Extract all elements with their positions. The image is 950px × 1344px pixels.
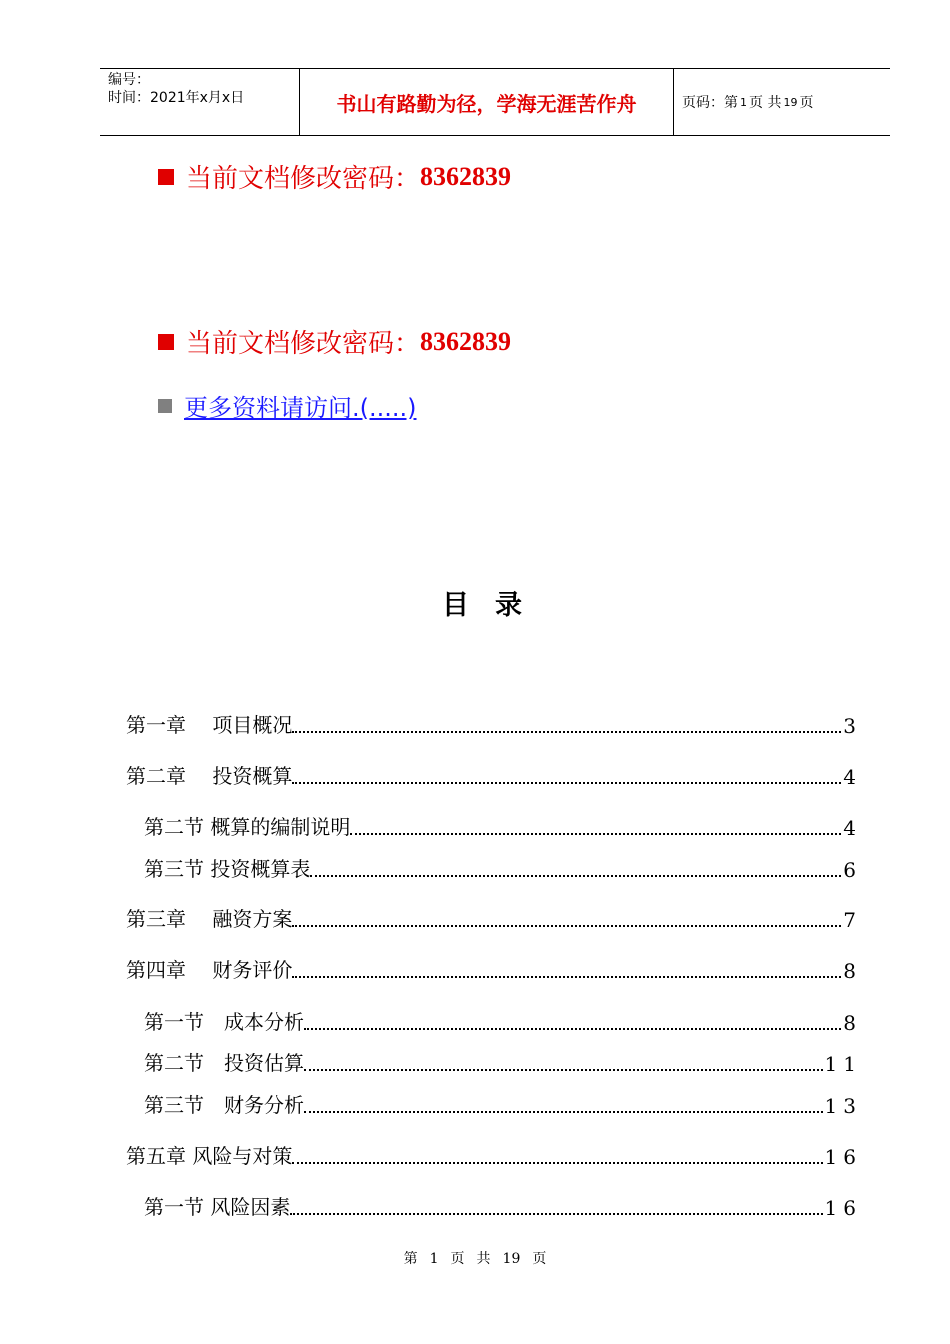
red-square-bullet-icon [158,169,174,185]
more-resources-link[interactable]: 更多资料请访问.(.....) [184,394,417,422]
toc-leader-dots [304,1068,823,1071]
password-line [158,323,511,360]
gray-square-bullet-icon [158,399,172,413]
page-footer [0,1248,950,1268]
toc-entry-label: 第三节 投资概算表 [144,857,311,881]
toc-entry[interactable] [126,906,862,932]
page-mid: 页 共 [749,95,782,111]
toc-entry-page: 4 [843,765,862,789]
toc-entry-page: 16 [824,1196,862,1220]
page-header [100,68,890,136]
toc-entry-label: 第二章 投资概算 [126,764,293,788]
toc-entry-page: 7 [843,908,862,932]
password-code: 8362839 [420,161,512,191]
toc-leader-dots [350,832,841,835]
toc-leader-dots [304,1027,841,1030]
toc-entry-label: 第一章 项目概况 [126,713,293,737]
page-total: 19 [783,95,798,109]
page-suffix: 页 [799,95,814,111]
header-page-info [674,69,890,135]
toc-entry-label: 第三节 财务分析 [144,1093,304,1117]
toc-entry[interactable] [126,763,862,789]
password-code: 8362839 [420,326,512,356]
toc-entry[interactable] [144,814,862,840]
toc-entry[interactable] [144,1050,862,1076]
toc-entry-label: 第一节 风险因素 [144,1195,291,1219]
toc-entry-label: 第五章 风险与对策 [126,1144,293,1168]
footer-word: 页 [532,1251,547,1267]
toc-entry-page: 6 [843,858,862,882]
page-prefix: 页码：第 [682,95,738,111]
toc-entry-page: 8 [843,1011,862,1035]
toc-entry[interactable] [144,1092,862,1118]
password-label: 当前文档修改密码： [186,329,421,359]
toc-leader-dots [292,924,841,927]
toc-leader-dots [292,781,841,784]
toc-title: 目录 [442,590,548,621]
toc-entry-label: 第四章 财务评价 [126,958,293,982]
toc-leader-dots [292,975,841,978]
more-resources-line [158,388,417,423]
toc-entry[interactable] [126,957,862,983]
toc-entry-label: 第二节 概算的编制说明 [144,815,351,839]
footer-word: 共 [476,1251,491,1267]
footer-page-total: 19 [502,1251,521,1267]
toc-entry[interactable] [144,856,862,882]
footer-word: 第 [403,1251,418,1267]
toc-leader-dots [290,1212,822,1215]
toc-entry-page: 4 [843,816,862,840]
header-meta [100,69,300,135]
toc-entry-page: 13 [824,1094,862,1118]
toc-entry-label: 第一节 成本分析 [144,1010,304,1034]
toc-leader-dots [292,730,841,733]
toc-leader-dots [292,1161,822,1164]
toc-entry[interactable] [126,1143,862,1169]
page-number: 1 [740,95,747,109]
toc-entry-page: 8 [843,959,862,983]
header-motto: 书山有路勤为径，学海无涯苦作舟 [300,69,674,135]
toc-entry-label: 第三章 融资方案 [126,907,293,931]
toc-entry-page: 11 [824,1052,862,1076]
password-label: 当前文档修改密码： [186,164,421,194]
toc-leader-dots [310,874,841,877]
toc-entry-page: 3 [843,714,862,738]
password-line [158,158,511,195]
document-time: 时间：2021年x月x日 [108,90,245,106]
footer-word: 页 [450,1251,465,1267]
toc-entry[interactable] [126,712,862,738]
toc-entry-label: 第二节 投资估算 [144,1051,304,1075]
toc-entry[interactable] [144,1009,862,1035]
document-number: 编号： [108,72,150,88]
red-square-bullet-icon [158,334,174,350]
toc-leader-dots [304,1110,823,1113]
toc-entry[interactable] [144,1194,862,1220]
footer-page-number: 1 [429,1251,439,1267]
toc-entry-page: 16 [824,1145,862,1169]
